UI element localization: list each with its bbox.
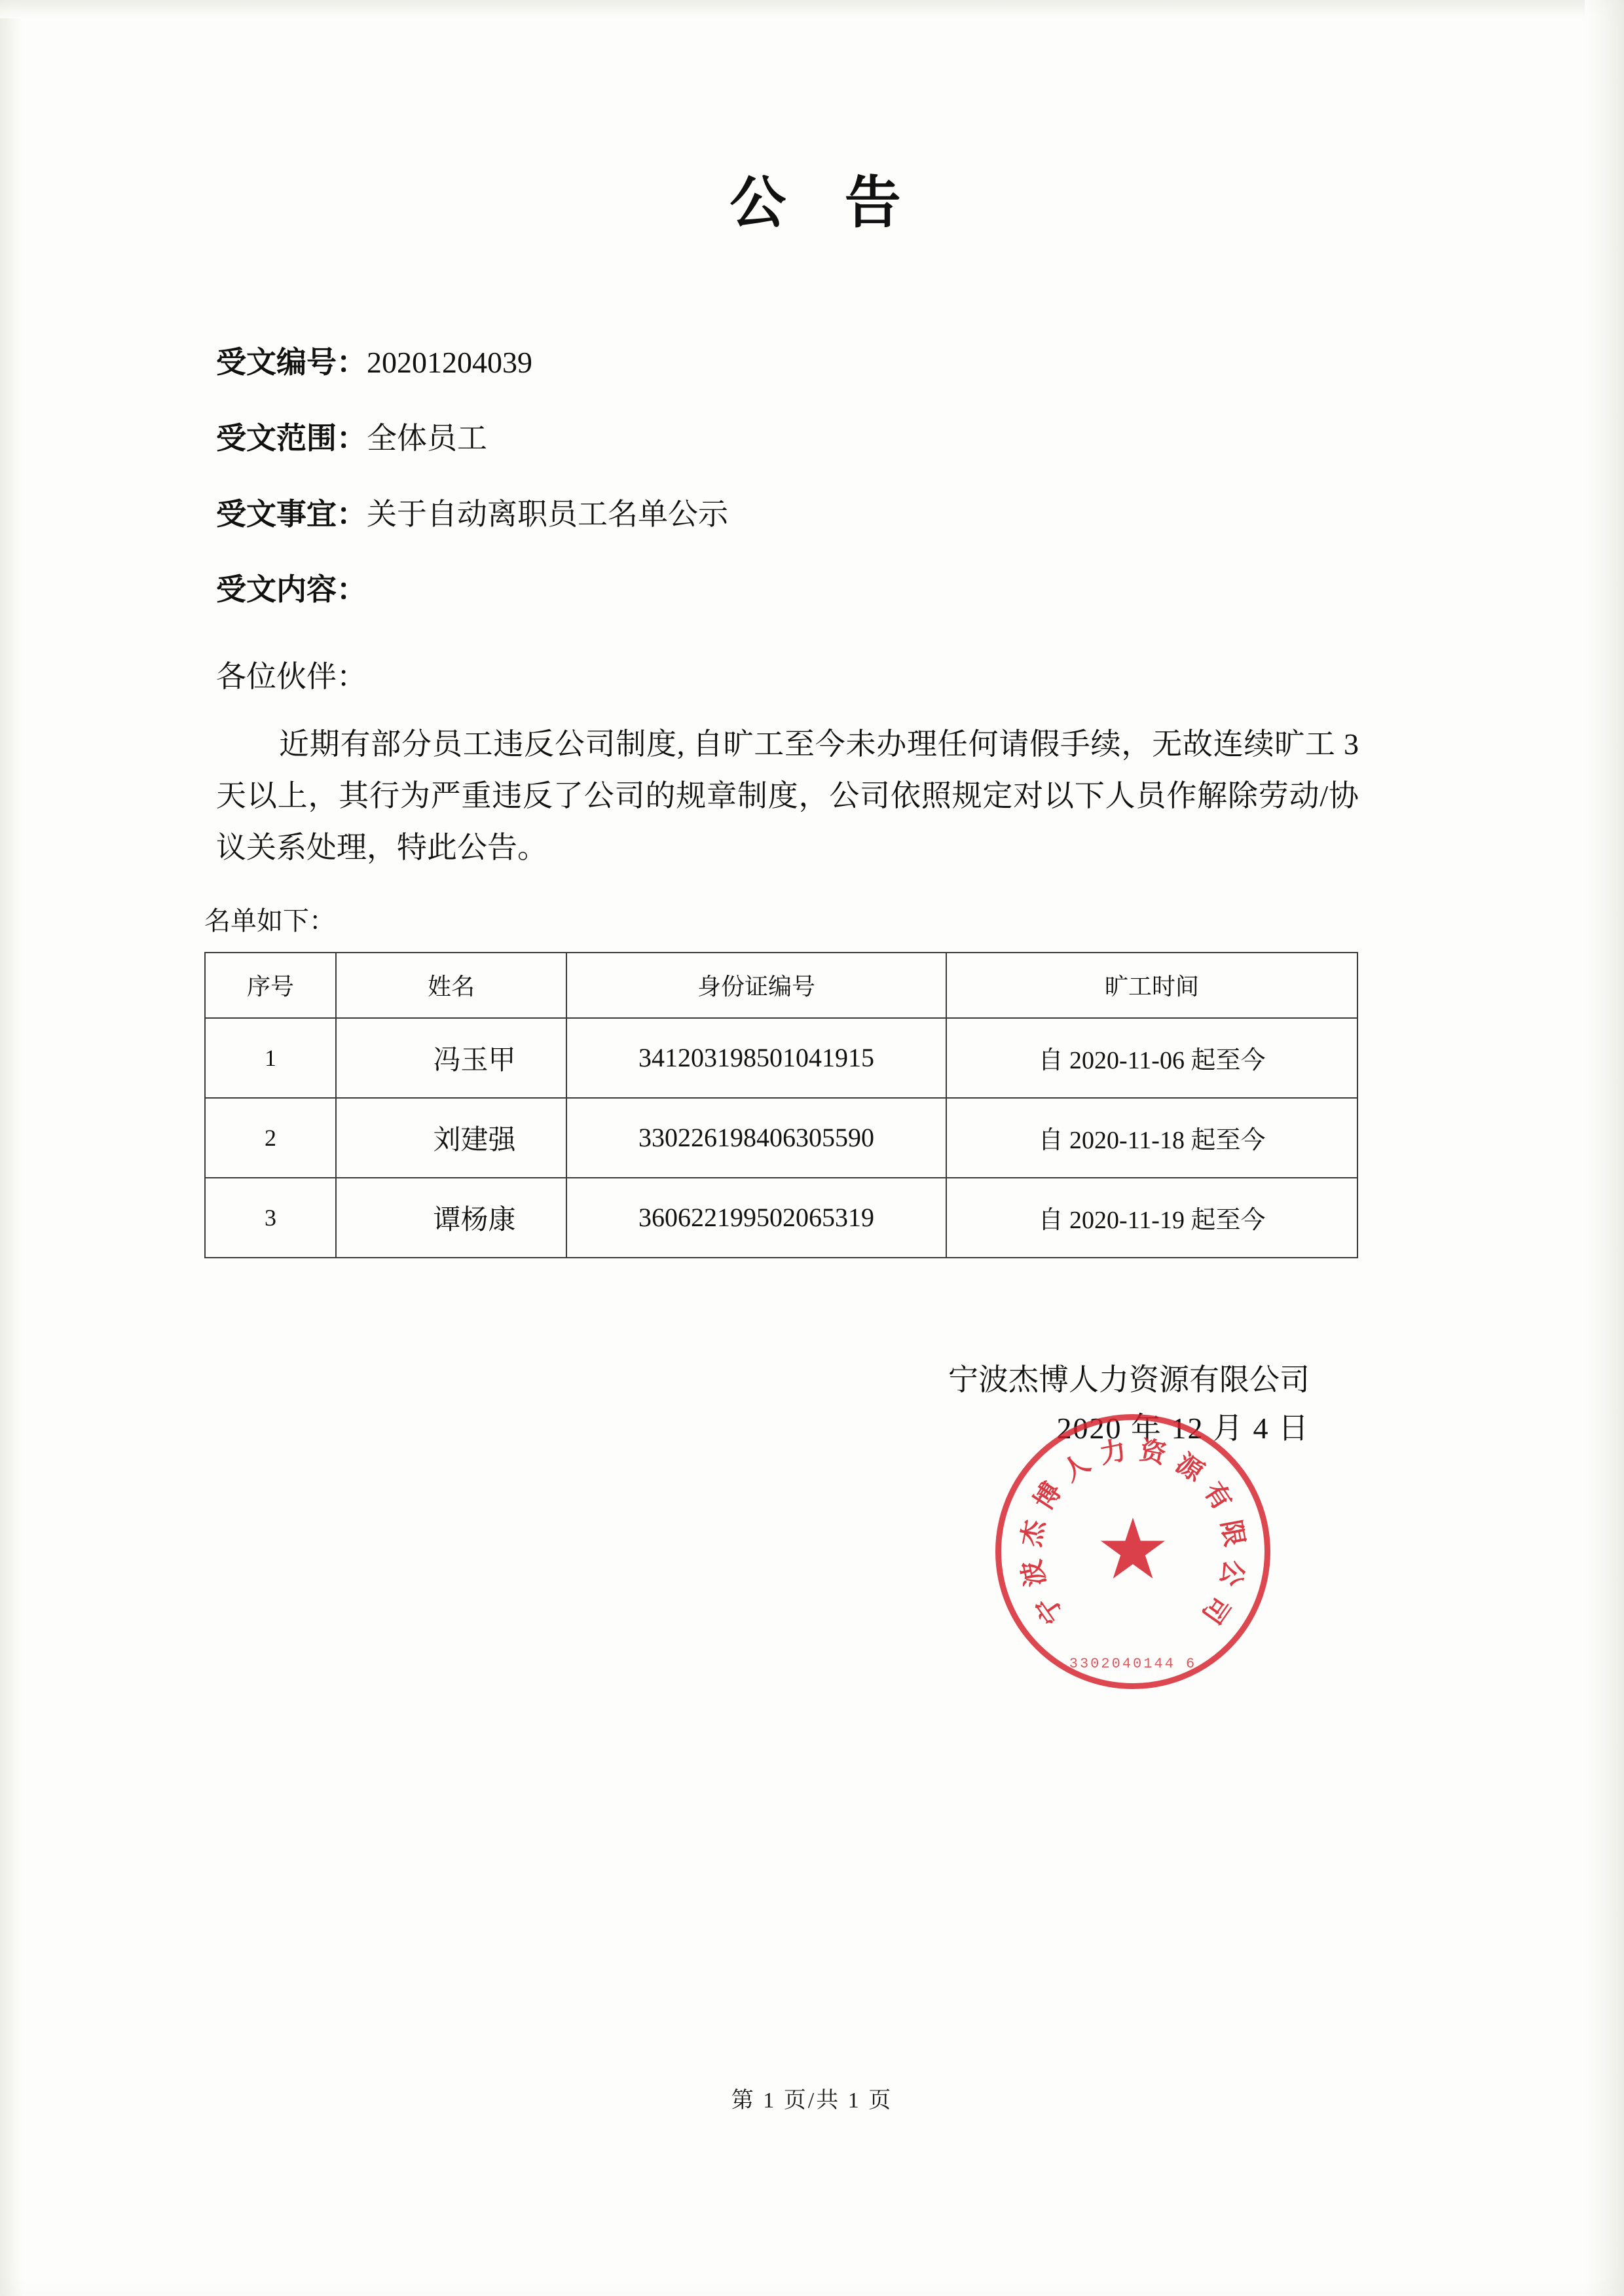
table-header-index: 序号: [205, 953, 336, 1018]
cell-name: 冯玉甲: [336, 1018, 566, 1098]
scan-edge-left: [0, 0, 24, 2296]
field-scope-value: 全体员工: [367, 421, 487, 455]
cell-name: 谭杨康: [336, 1178, 566, 1258]
field-doc-number: [216, 343, 1414, 382]
cell-id-number: 330226198406305590: [566, 1098, 946, 1178]
field-subject: [216, 495, 1414, 534]
page-title: 公 告: [729, 172, 923, 234]
table-header-absence: 旷工时间: [946, 953, 1357, 1018]
page-footer: 第 1 页/共 1 页: [731, 2088, 893, 2113]
signature-block: [216, 1357, 1414, 1454]
signature-date: 2020 年 12 月 4 日: [1056, 1411, 1310, 1445]
salutation: 各位伙伴：: [216, 660, 367, 694]
field-subject-value: 关于自动离职员工名单公示: [367, 497, 728, 531]
table-header-row: [205, 953, 1357, 1018]
field-subject-label: 受文事宜：: [216, 497, 367, 531]
cell-index: 3: [205, 1178, 336, 1258]
document-body: [204, 0, 1414, 1454]
table-header-name: 姓名: [336, 953, 566, 1018]
table-row: [205, 1098, 1357, 1178]
cell-index: 1: [205, 1018, 336, 1098]
cell-absence: 自 2020-11-18 起至今: [946, 1098, 1357, 1178]
meta-fields: [216, 343, 1414, 610]
field-content-label: 受文内容：: [216, 573, 367, 607]
field-doc-number-value: 20201204039: [367, 346, 532, 379]
field-scope: [216, 419, 1414, 458]
company-stamp: [995, 1414, 1270, 1689]
stamp-code: 3302040144 6: [1069, 1656, 1197, 1672]
star-icon: ★: [1095, 1503, 1171, 1597]
field-scope-label: 受文范围：: [216, 421, 367, 455]
body-paragraph: 近期有部分员工违反公司制度, 自旷工至今未办理任何请假手续，无故连续旷工 3 天以上，其行为严重违反了公司的规章制度，公司依照规定对以下人员作解除劳动/协议关系处理，特此公告。: [216, 727, 1359, 865]
cell-absence: 自 2020-11-19 起至今: [946, 1178, 1357, 1258]
field-content: [216, 570, 1414, 610]
signature-company: 宁波杰博人力资源有限公司: [948, 1362, 1310, 1396]
cell-name: 刘建强: [336, 1098, 566, 1178]
field-doc-number-label: 受文编号：: [216, 346, 367, 379]
cell-absence: 自 2020-11-06 起至今: [946, 1018, 1357, 1098]
table-row: [205, 1018, 1357, 1098]
table-row: [205, 1178, 1357, 1258]
cell-id-number: 360622199502065319: [566, 1178, 946, 1258]
cell-index: 2: [205, 1098, 336, 1178]
cell-id-number: 341203198501041915: [566, 1018, 946, 1098]
stamp-arc-text: 宁 波 杰 博 人 力 资 源 有 限 公 司: [1016, 1435, 1250, 1630]
employee-table: [204, 952, 1358, 1258]
stamp-ring: [995, 1414, 1270, 1689]
list-lead: 名单如下：: [204, 905, 335, 936]
scan-edge-right: [1585, 0, 1624, 2296]
table-header-id: 身份证编号: [566, 953, 946, 1018]
